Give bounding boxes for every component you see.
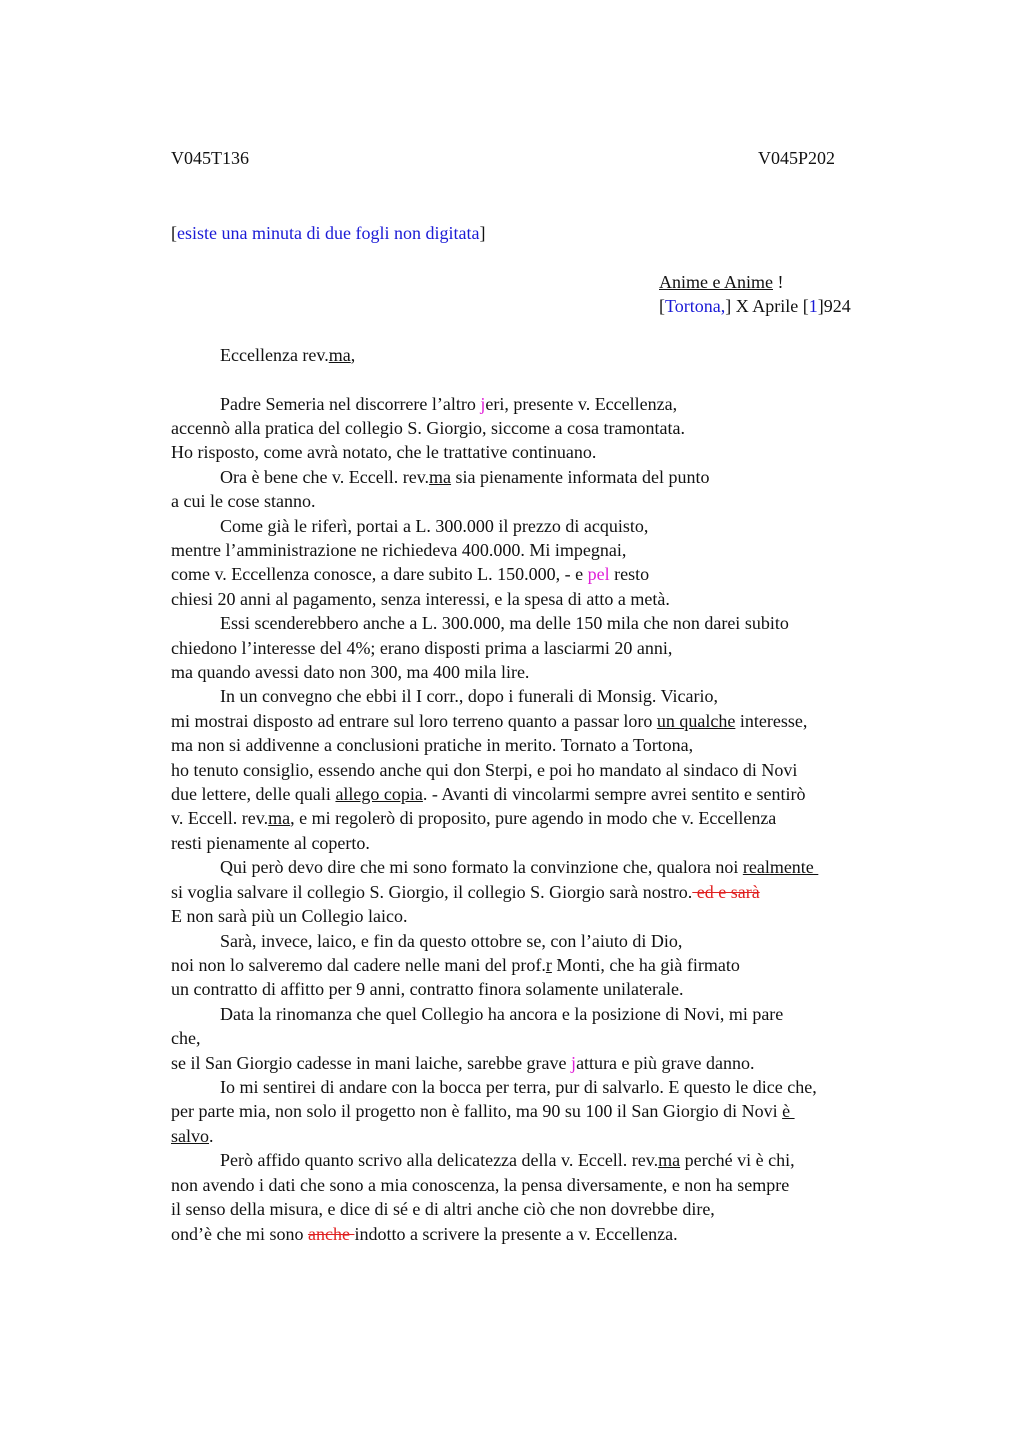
line-text: perché vi è chi, (680, 1150, 795, 1170)
text-line-12: ma quando avessi dato non 300, ma 400 mila lire. (171, 662, 530, 682)
line-text: v. Eccell. rev. (171, 808, 269, 828)
motto-text: Anime e Anime (659, 272, 773, 292)
abbreviation: ma (268, 808, 291, 828)
underlined-text: è (782, 1101, 795, 1121)
place: Tortona, (665, 296, 726, 316)
text-line-16: ho tenuto consiglio, essendo anche qui don Sterpi, e poi ho mandato al sindaco di Novi (171, 760, 798, 780)
line-text: come v. Eccellenza conosce, a dare subito L. 150.000, - e (171, 564, 588, 584)
underlined-text: realmente (742, 857, 819, 877)
salutation-text: Eccellenza rev. (220, 345, 329, 365)
text-line-23: Sarà, invece, laico, e fin da questo ottobre se, con l’aiuto di Dio, (220, 931, 683, 951)
text-line-5: a cui le cose stanno. (171, 491, 316, 511)
line-text: si voglia salvare il collegio S. Giorgio, il collegio S. Giorgio sarà nostro. (171, 882, 693, 902)
place-bracket-close: ] (725, 296, 732, 316)
text-line-19: resti pienamente al coperto. (171, 833, 370, 853)
text-line-22: E non sarà più un Collegio laico. (171, 906, 408, 926)
line-text: attura e più grave danno. (576, 1053, 755, 1073)
correction-mark: j (480, 394, 486, 414)
underlined-text: un qualche (656, 711, 736, 731)
text-line-32 (220, 1148, 795, 1172)
underlined-text: allego copia (335, 784, 423, 804)
salutation-abbr: ma (328, 345, 351, 365)
text-line-28 (171, 1051, 755, 1075)
bracket-close: ] (479, 223, 486, 243)
text-line-21 (171, 880, 760, 904)
abbreviation: r (545, 955, 552, 975)
line-text: mi mostrai disposto ad entrare sul loro terreno quanto a passar loro (171, 711, 657, 731)
line-text: . - Avanti di vincolarmi sempre avrei sentito e sentirò (422, 784, 806, 804)
abbreviation: ma (658, 1150, 681, 1170)
line-text: se il San Giorgio cadesse in mani laiche, sarebbe grave (171, 1053, 572, 1073)
line-text: interesse, (735, 711, 808, 731)
text-line-9: chiesi 20 anni al pagamento, senza interessi, e la spesa di atto a metà. (171, 589, 670, 609)
text-line-18 (171, 806, 776, 830)
text-line-33: non avendo i dati che sono a mia conoscenza, la pensa diversamente, e non ha sempre (171, 1175, 790, 1195)
text-line-1 (220, 392, 677, 416)
text-line-8 (171, 562, 649, 586)
line-text: sia pienamente informata del punto (451, 467, 710, 487)
line-text: Come già le riferi (220, 516, 348, 536)
editorial-note-text: esiste una minuta di due fogli non digitata (177, 223, 480, 243)
line-text: Padre Semeria nel discorrere l’altro (220, 394, 481, 414)
date-mid: X Aprile (731, 296, 803, 316)
motto (659, 270, 783, 294)
text-line-35 (171, 1222, 678, 1246)
year-bracket-open: [ (802, 296, 809, 316)
text-line-17 (171, 782, 805, 806)
line-text: resto (609, 564, 650, 584)
text-line-4 (220, 465, 709, 489)
text-line-6 (220, 514, 648, 538)
line-text: ond’è che mi sono (171, 1224, 308, 1244)
line-text: , e mi regolerò di proposito, pure agendo in modo che v. Eccellenza (290, 808, 777, 828)
motto-end: ! (772, 272, 784, 292)
text-line-2: accennò alla pratica del collegio S. Giorgio, siccome a cosa tramontata. (171, 418, 685, 438)
text-line-13: In un convegno che ebbi il I corr., dopo i funerali di Monsig. Vicario, (220, 686, 718, 706)
text-line-10: Essi scenderebbero anche a L. 300.000, ma delle 150 mila che non darei subito (220, 613, 789, 633)
correction-mark: pel (587, 564, 610, 584)
bracket-open: [ (171, 223, 177, 243)
text-line-29: Io mi sentirei di andare con la bocca per terra, pur di salvarlo. E questo le dice che, (220, 1077, 817, 1097)
line-text: , portai a L. 300.000 il prezzo di acquisto, (347, 516, 649, 536)
line-text: Monti, che ha già firmato (551, 955, 740, 975)
salutation-end: , (350, 345, 356, 365)
text-line-25: un contratto di affitto per 9 anni, contratto finora solamente unilaterale. (171, 979, 684, 999)
text-line-20 (220, 855, 818, 879)
deleted-text: ed e sarà (692, 882, 760, 902)
year-rest: ]924 (817, 296, 851, 316)
line-text: per parte mia, non solo il progetto non è fallito, ma 90 su 100 il San Giorgio di Novi (171, 1101, 783, 1121)
editorial-note (171, 221, 485, 245)
text-line-24 (171, 953, 740, 977)
text-line-14 (171, 709, 807, 733)
header-right-code: V045P202 (758, 148, 836, 168)
correction-mark: j (571, 1053, 577, 1073)
line-text: due lettere, delle quali (171, 784, 336, 804)
place-date (659, 294, 851, 318)
text-line-30 (171, 1099, 795, 1123)
text-line-31 (171, 1124, 214, 1148)
line-text: Qui però devo dire che mi sono formato la convinzione che, qualora noi (220, 857, 743, 877)
text-line-11: chiedono l’interesse del 4%; erano disposti prima a lasciarmi 20 anni, (171, 638, 673, 658)
deleted-text: anche (307, 1224, 355, 1244)
year-digit: 1 (808, 296, 818, 316)
text-line-15: ma non si addivenne a conclusioni pratiche in merito. Tornato a Tortona, (171, 735, 694, 755)
text-line-26: Data la rinomanza che quel Collegio ha ancora e la posizione di Novi, mi pare (220, 1004, 784, 1024)
line-text: Ora è bene che v. Eccell. rev. (220, 467, 430, 487)
text-line-3: Ho risposto, come avrà notato, che le trattative continuano. (171, 442, 597, 462)
text-line-34: il senso della misura, e dice di sé e di altri anche ciò che non dovrebbe dire, (171, 1199, 715, 1219)
line-text: noi non lo salveremo dal cadere nelle mani del prof. (171, 955, 546, 975)
line-text: indotto a scrivere la presente a v. Eccellenza. (354, 1224, 678, 1244)
text-line-7: mentre l’amministrazione ne richiedeva 400.000. Mi impegnai, (171, 540, 627, 560)
header-left-code: V045T136 (171, 148, 249, 168)
abbreviation: ma (429, 467, 452, 487)
place-bracket-open: [ (659, 296, 665, 316)
underlined-text: salvo (171, 1126, 209, 1146)
line-text: eri, presente v. Eccellenza, (485, 394, 678, 414)
text-line-27: che, (171, 1028, 201, 1048)
line-text: . (209, 1126, 214, 1146)
line-text: Però affido quanto scrivo alla delicatezza della v. Eccell. rev. (220, 1150, 659, 1170)
salutation (220, 343, 355, 367)
